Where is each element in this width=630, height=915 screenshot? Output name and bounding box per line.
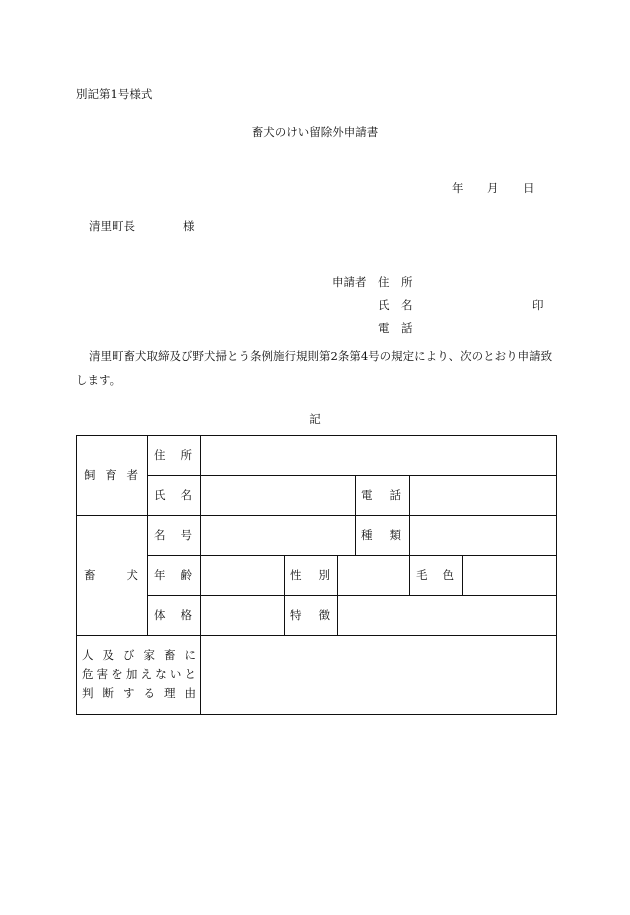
ki-label: 記 [309, 412, 321, 426]
label-char: 毛 [416, 568, 428, 582]
dog-age-label [154, 555, 192, 595]
owner-name-label [154, 475, 192, 515]
addressee-honorific: 様 [183, 219, 195, 233]
owner-address-field[interactable] [201, 436, 556, 475]
label-char: 特 [290, 608, 302, 622]
applicant-address-label: 住 所 [378, 275, 413, 289]
label-char: 号 [180, 528, 192, 542]
dog-age-field[interactable] [201, 556, 284, 595]
applicant-label: 申請者 [332, 275, 367, 289]
dog-build-label [154, 595, 192, 635]
reason-char: 家 [143, 648, 155, 662]
reason-char: 理 [164, 686, 176, 700]
dog-name-label [154, 515, 192, 555]
reason-char: に [184, 648, 196, 662]
dog-build-field[interactable] [201, 596, 284, 635]
reason-char: 断 [102, 686, 114, 700]
applicant-name-label: 氏 名 [378, 298, 413, 312]
reason-char: 畜 [164, 648, 176, 662]
form-title: 畜犬のけい留除外申請書 [251, 125, 379, 139]
label-char: 別 [318, 568, 330, 582]
reason-label [82, 647, 196, 704]
label-char: 性 [290, 568, 302, 582]
dog-group-char: 犬 [126, 568, 138, 582]
form-number: 別記第1号様式 [76, 87, 153, 101]
owner-group-char: 者 [126, 468, 138, 482]
reason-char: え [140, 667, 153, 681]
label-char: 類 [389, 528, 401, 542]
owner-group-char: 育 [105, 468, 117, 482]
reason-char: 危 [82, 667, 94, 681]
reason-char: 加 [125, 667, 138, 681]
label-char: 種 [361, 528, 373, 542]
label-char: 年 [154, 568, 166, 582]
owner-name-field[interactable] [201, 476, 355, 515]
date-month-label: 月 [487, 181, 499, 195]
owner-group-label [84, 435, 138, 515]
reason-char: い [169, 667, 182, 681]
label-char: 齢 [180, 568, 192, 582]
label-char: 徴 [318, 608, 330, 622]
dog-coat-field[interactable] [463, 556, 556, 595]
date-year-label: 年 [452, 181, 464, 195]
reason-char: 人 [82, 648, 94, 662]
date-line [452, 180, 535, 196]
addressee-name: 清里町長 [89, 219, 135, 233]
reason-char: る [143, 686, 155, 700]
applicant-phone-label: 電 話 [378, 321, 413, 335]
reason-char: す [123, 686, 135, 700]
label-char: 格 [180, 608, 192, 622]
reason-char: と [184, 667, 196, 681]
dog-kind-field[interactable] [410, 516, 556, 555]
dog-kind-label [361, 515, 401, 555]
reason-char: 由 [184, 686, 196, 700]
dog-coat-label [416, 555, 454, 595]
addressee [89, 218, 195, 234]
label-char: 所 [180, 448, 192, 462]
dog-sex-label [290, 555, 330, 595]
label-char: 名 [180, 488, 192, 502]
reason-label-line [82, 685, 196, 704]
label-char: 話 [389, 488, 401, 502]
application-table [76, 435, 557, 715]
label-char: 体 [154, 608, 166, 622]
dog-name-field[interactable] [201, 516, 355, 555]
label-char: 色 [442, 568, 454, 582]
owner-phone-label [361, 475, 401, 515]
reason-char: を [111, 667, 123, 681]
label-char: 住 [154, 448, 166, 462]
date-day-label: 日 [523, 181, 535, 195]
dog-group-label [84, 515, 138, 635]
label-char: 氏 [154, 488, 166, 502]
seal-mark: 印 [532, 298, 544, 312]
reason-char: な [155, 667, 167, 681]
reason-char: び [123, 648, 135, 662]
dog-group-char: 畜 [84, 568, 96, 582]
reason-char: 判 [82, 686, 94, 700]
reason-char: 害 [96, 667, 109, 681]
label-char: 名 [154, 528, 166, 542]
reason-label-line [82, 647, 196, 666]
dog-feature-label [290, 595, 330, 635]
owner-group-char: 飼 [84, 468, 96, 482]
reason-field[interactable] [201, 636, 556, 714]
owner-phone-field[interactable] [410, 476, 556, 515]
body-text-line1: 清里町畜犬取締及び野犬掃とう条例施行規則第2条第4号の規定により、次のとおり申請致 [89, 349, 553, 363]
label-char: 電 [361, 488, 373, 502]
reason-char: 及 [102, 648, 114, 662]
dog-feature-field[interactable] [338, 596, 556, 635]
dog-sex-field[interactable] [338, 556, 409, 595]
body-text-line2: します。 [76, 373, 122, 387]
reason-label-line [82, 666, 196, 685]
owner-address-label [154, 435, 192, 475]
